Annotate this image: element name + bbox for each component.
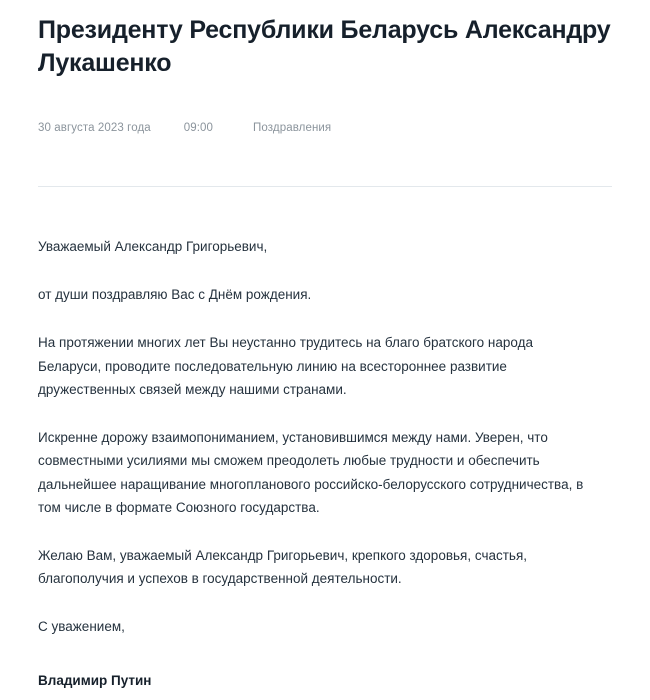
body-paragraph: С уважением, [38, 619, 125, 635]
document-body [38, 235, 612, 692]
body-paragraph: от души поздравляю Вас с Днём рождения. [38, 287, 312, 303]
body-paragraph: На протяжении многих лет Вы неустанно трудитесь на благо братского народа Беларуси, проводите последовательную линию на всестороннее развитие дружественных связей между нашими странами. [38, 335, 533, 397]
body-paragraph: Искренне дорожу взаимопониманием, установившимся между нами. Уверен, что совместными усилиями мы сможем преодолеть любые трудности и обеспечить дальнейшее наращивание многопланового российско-белорусского сотрудничества, в том числе в формате Союзного государства. [38, 430, 584, 515]
document-meta [38, 122, 612, 134]
publish-date: 30 августа 2023 года [38, 122, 151, 134]
body-paragraph: Желаю Вам, уважаемый Александр Григорьевич, крепкого здоровья, счастья, благополучия и успехов в государственной деятельности. [38, 547, 528, 587]
category-label: Поздравления [253, 122, 332, 134]
signature: Владимир Путин [38, 672, 152, 688]
body-paragraph: Уважаемый Александр Григорьевич, [38, 239, 268, 254]
header-divider [38, 186, 612, 187]
publish-time: 09:00 [183, 122, 214, 134]
page-title: Президенту Республики Беларусь Александру Лукашенко [38, 16, 611, 77]
